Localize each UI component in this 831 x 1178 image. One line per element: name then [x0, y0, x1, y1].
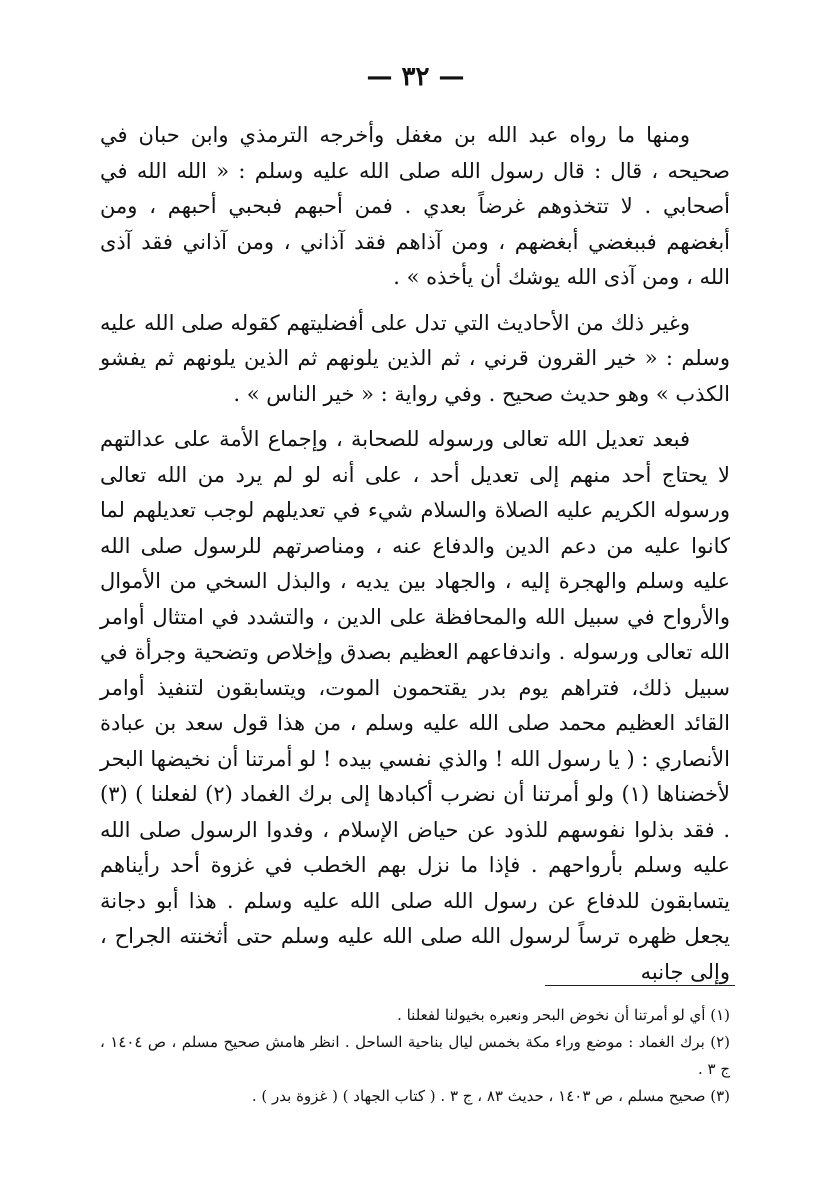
footnote-1: (١) أي لو أمرتنا أن نخوض البحر ونعبره بخيولنا لفعلنا .	[397, 1006, 730, 1024]
main-text	[100, 118, 730, 1000]
paragraph-1: ومنها ما رواه عبد الله بن مغفل وأخرجه الترمذي وابن حبان في صحيحه ، قال : قال رسول الله صلى الله عليه وسلم : « الله الله في أصحابي . لا تتخذوهم غرضاً بعدي . فمن أحبهم فبحبي أحبهم ، ومن أبغضهم فببغضي أبغضهم ، ومن آذاهم فقد آذاني ، ومن آذاني فقد آذى الله ، ومن آذى الله يوشك أن يأخذه » .	[100, 123, 730, 289]
footnote-2: (٢) برك الغماد : موضع وراء مكة بخمس ليال بناحية الساحل . انظر هامش صحيح مسلم ، ص ١٤٠٤ ، ج ٣ .	[100, 1033, 731, 1078]
footnotes	[100, 1002, 730, 1110]
paragraph-2: وغير ذلك من الأحاديث التي تدل على أفضليتهم كقوله صلى الله عليه وسلم : « خير القرون قرني ، ثم الذين يلونهم ثم الذين يلونهم ثم يفشو الكذب » وهو حديث صحيح . وفي رواية : « خير الناس » .	[100, 310, 730, 406]
page-number: — ٣٢ —	[366, 62, 465, 92]
footnote-3: (٣) صحيح مسلم ، ص ١٤٠٣ ، حديث ٨٣ ، ج ٣ . ( كتاب الجهاد ) ( غزوة بدر ) .	[251, 1087, 730, 1105]
paragraph-3: فبعد تعديل الله تعالى ورسوله للصحابة ، وإجماع الأمة على عدالتهم لا يحتاج أحد منهم إلى تعديل أحد ، على أنه لو لم يرد من الله تعالى ورسوله الكريم عليه الصلاة والسلام شيء في تعديلهم لوجب تعديلهم لما كانوا عليه من دعم الدين والدفاع عنه ، ومناصرتهم للرسول صلى الله عليه وسلم والهجرة إليه ، والجهاد بين يديه ، والبذل السخي من الأموال والأرواح في سبيل الله والمحافظة على الدين ، والتشدد في امتثال أوامر الله تعالى ورسوله . واندفاعهم العظيم بصدق وإخلاص وتضحية وجرأة في سبيل ذلك، فتراهم يوم بدر يقتحمون الموت، ويتسابقون لتنفيذ أوامر القائد العظيم محمد صلى الله عليه وسلم ، من هذا قول سعد بن عبادة الأنصاري : ( يا رسول الله ! والذي نفسي بيده ! لو أمرتنا أن نخيضها البحر لأخضناها (١) ولو أمرتنا أن نضرب أكبادها إلى برك الغماد (٢) لفعلنا ) (٣) . فقد بذلوا نفوسهم للذود عن حياض الإسلام ، وفدوا الرسول صلى الله عليه وسلم بأرواحهم . فإذا ما نزل بهم الخطب في غزوة أحد رأيناهم يتسابقون للدفاع عن رسول الله صلى الله عليه وسلم . هذا أبو دجانة يجعل ظهره ترساً لرسول الله صلى الله عليه وسلم حتى أثخنته الجراح ، وإلى جانبه	[100, 427, 730, 984]
footnote-divider	[545, 985, 735, 986]
